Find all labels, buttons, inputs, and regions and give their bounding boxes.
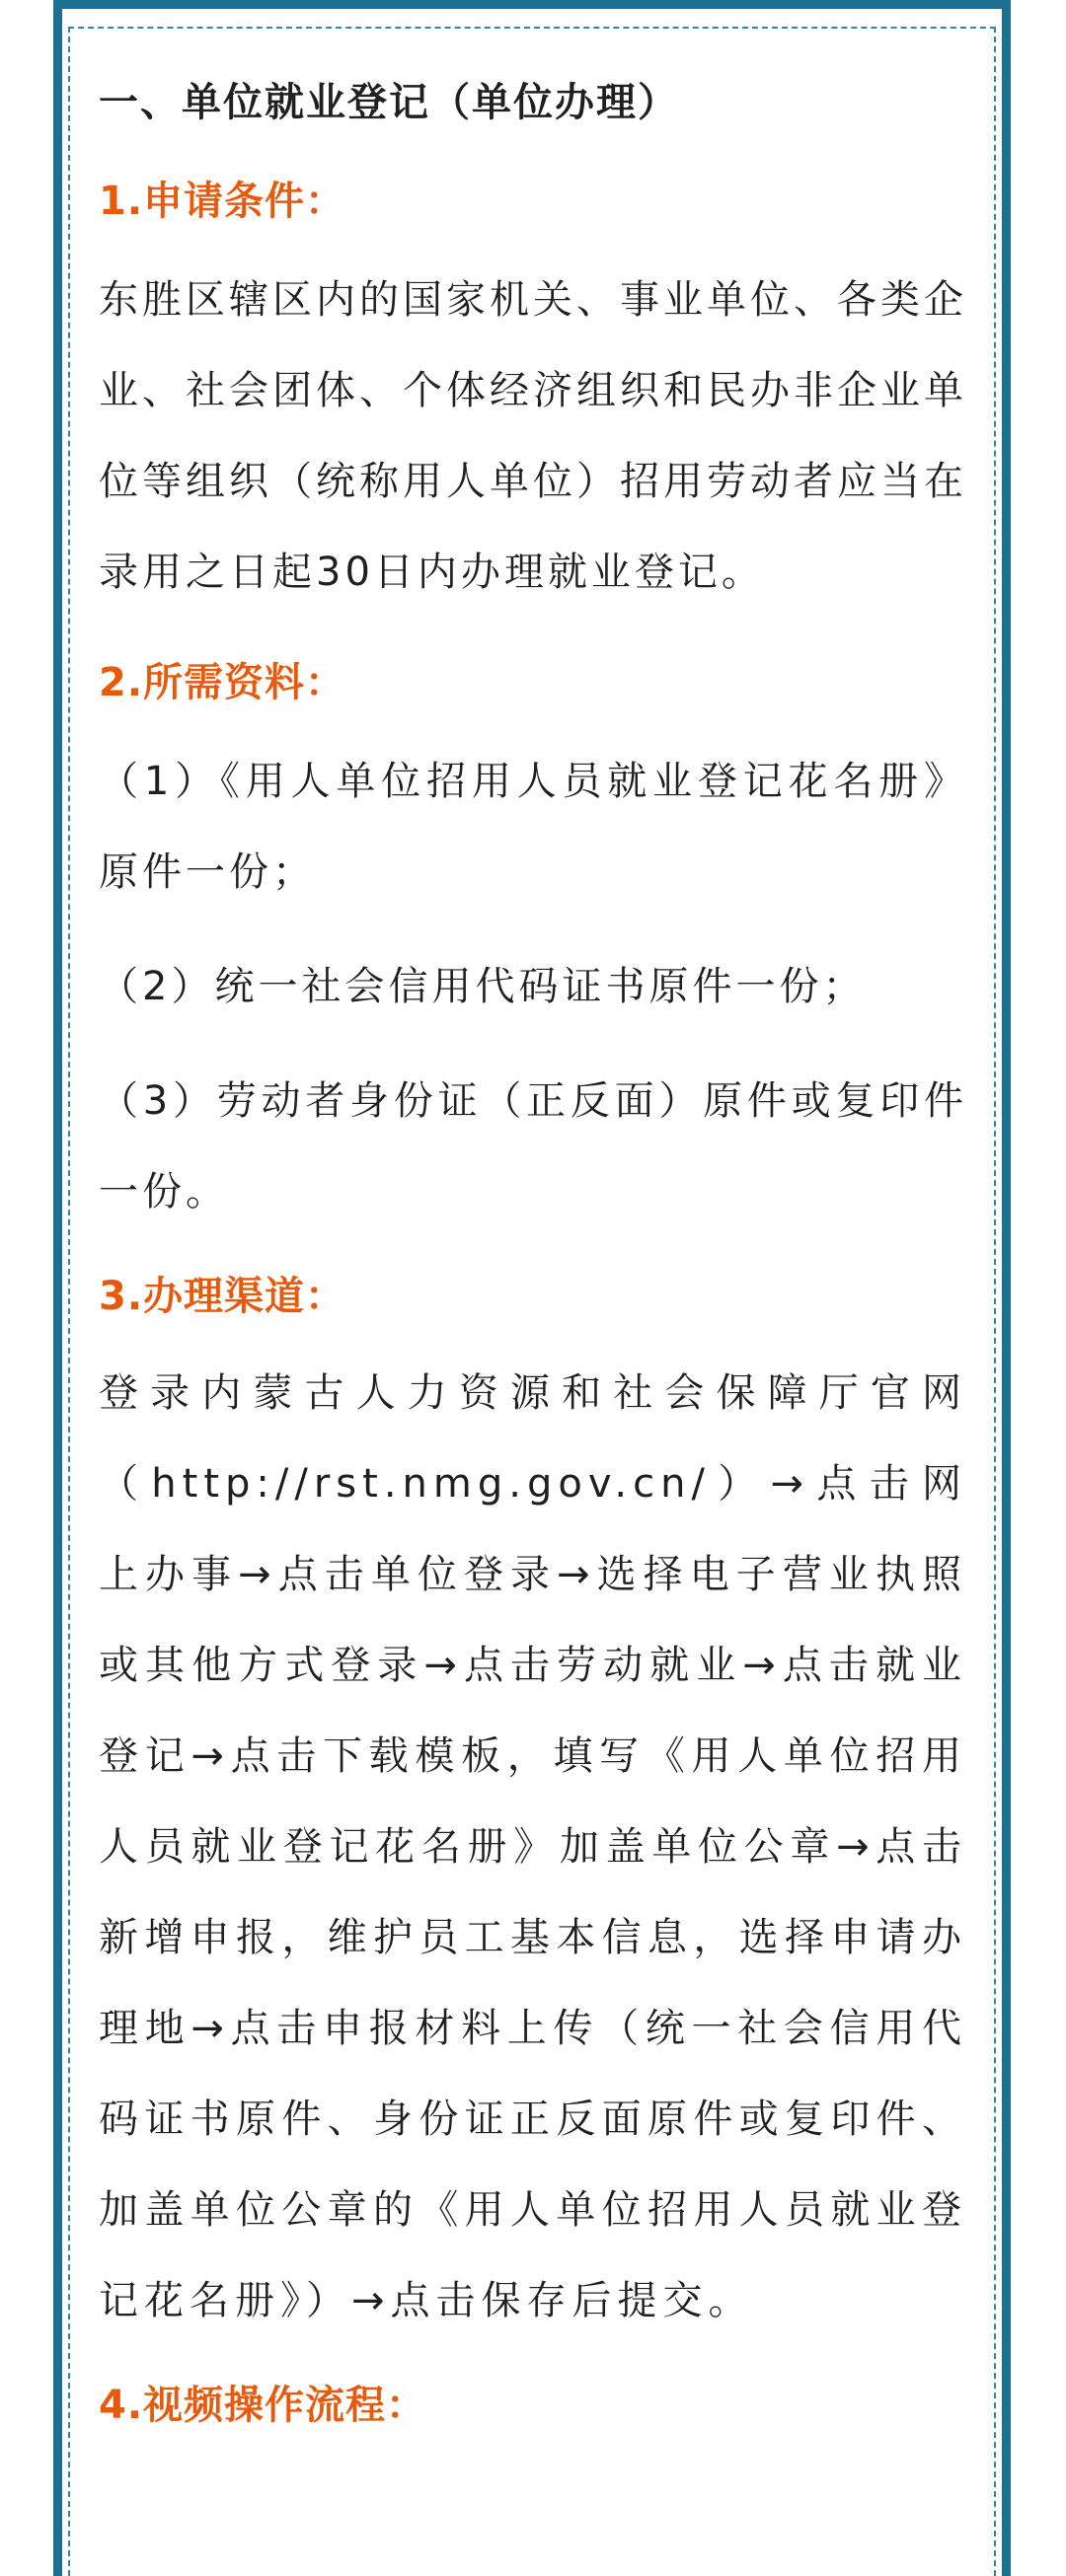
paragraph-channel-steps: 登录内蒙古人力资源和社会保障厅官网（http://rst.nmg.gov.cn/）→点击网上办事→点击单位登录→选择电子营业执照或其他方式登录→点击劳动就业→点击就业登记→点击下载模板，填写《用人单位招用人员就业登记花名册》加盖单位公章→点击新增申报，维护员工基本信息，选择申请办理地→点击申报材料上传（统一社会信用代码证书原件、身份证正反面原件或复印件、加盖单位公章的《用人单位招用人员就业登记花名册》）→点击保存后提交。	[99, 1370, 967, 2323]
paragraph-material-1: （1）《用人单位招用人员就业登记花名册》原件一份；	[99, 759, 967, 895]
section-title-required-materials: 2.所需资料：	[99, 660, 346, 705]
paragraph-apply-conditions: 东胜区辖区内的国家机关、事业单位、各类企业、社会团体、个体经济组织和民办非企业单位等组织（统称用人单位）招用劳动者应当在录用之日起30日内办理就业登记。	[99, 277, 967, 595]
article-content	[99, 57, 967, 2431]
section-title-video-flow: 4.视频操作流程：	[99, 2383, 427, 2428]
paragraph-material-3: （3）劳动者身份证（正反面）原件或复印件一份。	[99, 1078, 967, 1214]
section-title-channels: 3.办理渠道：	[99, 1274, 346, 1319]
section-heading: 一、单位就业登记（单位办理）	[99, 80, 679, 125]
paragraph-material-2: （2）统一社会信用代码证书原件一份；	[99, 964, 867, 1009]
section-title-apply-conditions: 1.申请条件：	[99, 179, 346, 224]
